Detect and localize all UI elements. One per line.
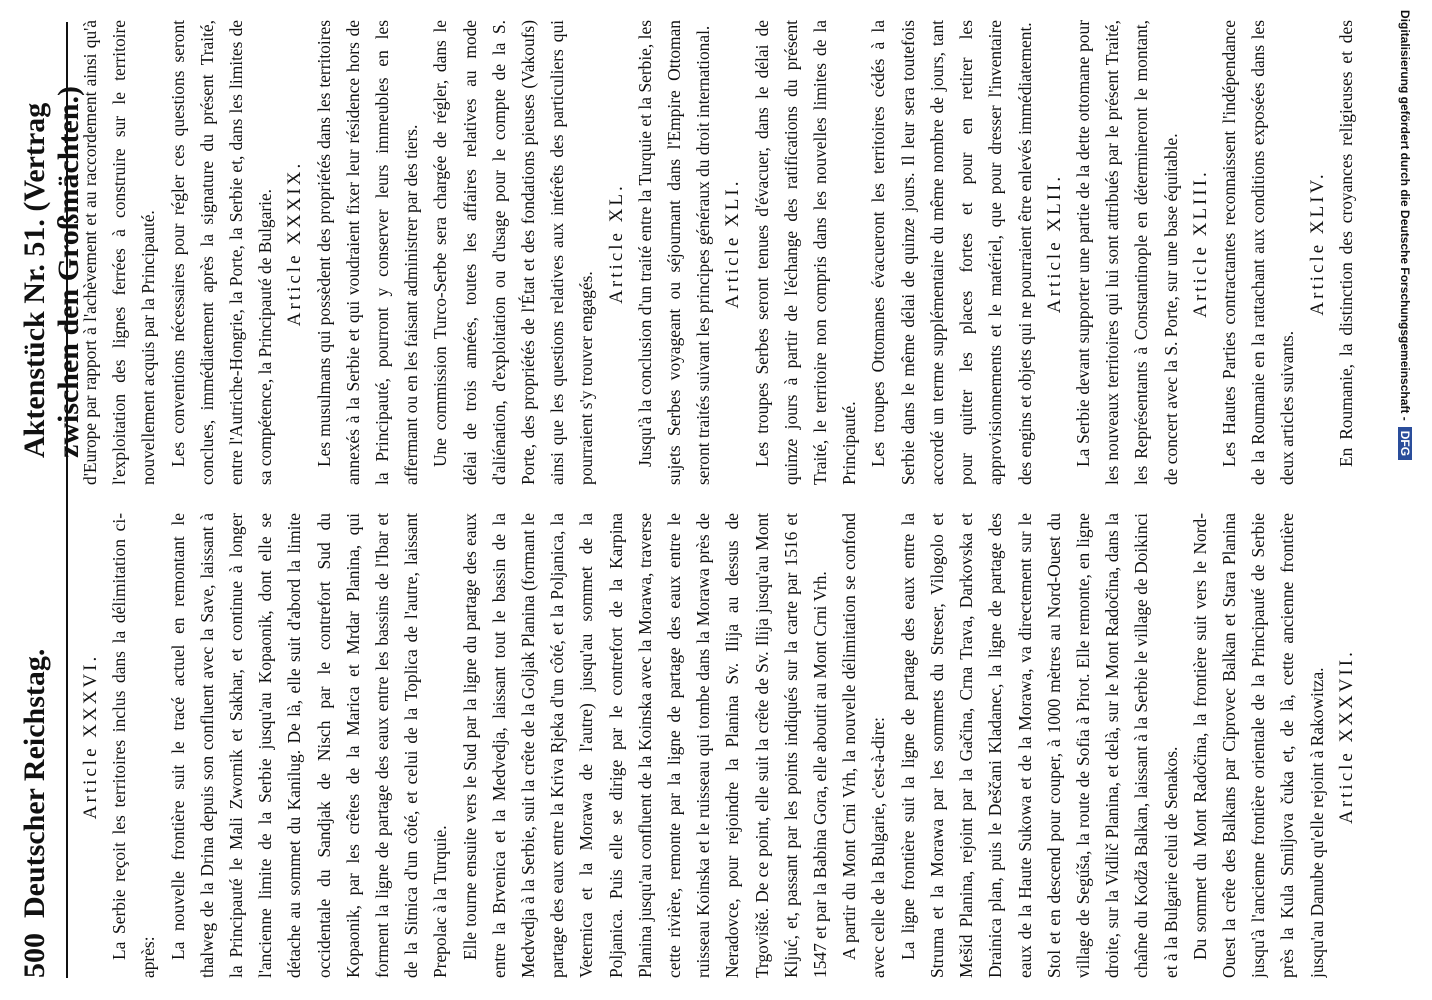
paragraph: Les troupes Ottomanes évacueront les territoires cédés à la Serbie dans le même délai de quinze jours. Il leur sera toutefois accordé un terme supplémentaire du même nombre de jours, tant pour quitter les places fortes et pour en retirer les approvisionnements et le matériel, que pour dresser l'inventaire des engins et objets qui ne pourraient être enlevés immédiatement. bbox=[868, 20, 1035, 485]
paragraph: A partir du Mont Crni Vrh, la nouvelle délimitation se confond avec celle de la Bulgarie, c'est-à-dire: bbox=[839, 513, 889, 978]
page-header bbox=[18, 22, 85, 978]
paragraph: La Serbie reçoit les territoires inclus dans la délimitation ci-après: bbox=[109, 513, 159, 978]
credit-text: Digitalisierung gefördert durch die Deutsche Forschungsgemeinschaft - bbox=[1398, 10, 1412, 421]
right-text-column bbox=[76, 20, 1366, 485]
page-number: 500 bbox=[18, 933, 51, 978]
paragraph: Une commission Turco-Serbe sera chargée de régler, dans le délai de trois années, toutes les affaires relatives au mode d'aliénation, d'exploitation ou d'usage pour le compte de la S. Porte, des propriétés de l'État et des fondations pieuses (Vakoufs) ainsi que les questions relatives aux intérêts des particuliers qui pourraient s'y trouver engagés. bbox=[430, 20, 597, 485]
paragraph: Jusqu'à la conclusion d'un traité entre la Turquie et la Serbie, les sujets Serbes voyageant ou séjournant dans l'Empire Ottoman seront traités suivant les principes généraux du droit international. bbox=[634, 20, 714, 485]
paragraph bbox=[1361, 513, 1366, 978]
article-heading: Article XXXIX. bbox=[284, 160, 306, 327]
article-heading: Article XXXVI. bbox=[80, 653, 101, 820]
paragraph: Elle tourne ensuite vers le Sud par la ligne du partage des eaux entre la Brvenica et la Medvedja, laissant tout le bassin de la Medvedja à la Serbie, suit la crête de la Goljak Planina (formant le partage des eaux entre la Kriva Rjeka d'un côté, et la Poljanica, la Veternica et la Morawa de l'autre) jusqu'au sommet de la Poljanica. Puis elle se dirige par le contrefort de la Karpina Planina jusqu'au confluent de la Koinska avec la Morawa, traverse cette rivière, remonte par la ligne de partage des eaux entre le ruisseau Koinska et le ruisseau qui tombe dans la Morawa près de Neradovce, pour rejoindre la Planina Sv. Ilija au dessus de Trgoviště. De ce point, elle suit la crête de Sv. Ilija jusqu'au Mont Kljuć, et, passant par les points indiqués sur la carte par 1516 et 1547 et par la Babina Gora, elle aboutit au Mont Crni Vrh. bbox=[459, 513, 831, 978]
paragraph: La Serbie devant supporter une partie de la dette ottomane pour les nouveaux territoires qui lui sont attribués par le présent Traité, les Représentants à Constantinople en détermineront le montant, de concert avec la S. Porte, sur une base équitable. bbox=[1072, 20, 1181, 485]
paragraph: Les Hautes Parties contractantes reconnaissent l'indépendance de la Roumanie en la rattachant aux conditions exposées dans les deux articles suivants. bbox=[1218, 20, 1298, 485]
running-title-left: Deutscher Reichstag. bbox=[18, 648, 51, 918]
article-heading: Article XXXVII. bbox=[1335, 649, 1357, 824]
article-heading: Article XLIII. bbox=[1189, 169, 1211, 318]
paragraph: Du sommet du Mont Radočina, la frontière suit vers le Nord-Ouest la crête des Balkans par Ciprovec Balkan et Stara Planina jusqu'à l'ancienne frontière orientale de la Principauté de Serbie près la Kula Smiljova čuka et, de là, cette ancienne frontière jusqu'au Danube qu'elle rejoint à Rakowitza. bbox=[1189, 513, 1327, 978]
paragraph: La nouvelle frontière suit le tracé actuel en remontant le thalweg de la Drina depuis son confluent avec la Save, laissant à la Principauté le Mali Zwornik et Sakhar, et continue à longer l'ancienne limite de la Serbie jusqu'au Kopaonik, dont elle se détache au sommet du Kanilug. De là, elle suit d'abord la limite occidentale du Sandjak de Nisch par le contrefort Sud du Kopaonik, par les crêtes de la Marica et Mrdar Planina, qui forment la ligne de partage des eaux entre les bassins de l'Ibar et de la Sitnica d'un côté, et celui de la Toplica de l'autre, laissant Prepolac à la Turquie. bbox=[167, 513, 451, 978]
left-text-column bbox=[76, 513, 1366, 978]
dfg-logo: DFG bbox=[1398, 427, 1412, 460]
paragraph: Les conventions nécessaires pour régler ces questions seront conclues, immédiatement après la signature du présent Traité, entre l'Autriche-Hongrie, la Porte, la Serbie et, dans les limites de sa compétence, la Principauté de Bulgarie. bbox=[167, 20, 276, 485]
paragraph: d'Europe par rapport à l'achèvement et au raccordement ainsi qu'à l'exploitation des lignes ferrées à construire sur le territoire nouvellement acquis par la Principauté. bbox=[80, 20, 159, 485]
article-heading: Article XL. bbox=[605, 183, 627, 304]
digitization-credit bbox=[1392, 10, 1412, 990]
paragraph: En Roumanie, la distinction des croyances religieuses et des bbox=[1335, 20, 1356, 467]
article-heading: Article XLIV. bbox=[1306, 171, 1328, 316]
running-title-right: Aktenstück Nr. 51. (Vertrag zwischen den Großmächten.) bbox=[18, 86, 85, 458]
article-heading: Article XLI. bbox=[722, 178, 744, 309]
paragraph: Les musulmans qui possèdent des propriétés dans les territoires annexés à la Serbie et qui voudraient fixer leur résidence hors de la Principauté, pourront y conserver leurs immeubles en les affermant ou en les faisant administrer par des tiers. bbox=[313, 20, 422, 485]
article-heading: Article XLII. bbox=[1043, 173, 1065, 314]
paragraph: Les troupes Serbes seront tenues d'évacuer, dans le délai de quinze jours à partir de l'échange des ratifications du présent Traité, le territoire non compris dans les nouvelles limites de la Principauté. bbox=[751, 20, 860, 485]
paragraph: La ligne frontière suit la ligne de partage des eaux entre la Struma et la Morawa par les sommets du Streser, Vilogolo et Mešid Planina, rejoint par la Gačina, Crna Trava, Darkovska et Drainica plan, puis le Deščani Kladanec, la ligne de partage des eaux de la Haute Sukowa et de la Morawa, va directement sur le Stol et en descend pour couper, à 1000 mètres au Nord-Ouest du village de Segúša, la route de Sofia à Pirot. Elle remonte, en ligne droite, sur la Vidlič Planina, et delà, sur le Mont Radočina, dans la chaîne du Kodža Balkan, laissant à la Serbie le village de Doikinci et à la Bulgarie celui de Senakos. bbox=[897, 513, 1181, 978]
